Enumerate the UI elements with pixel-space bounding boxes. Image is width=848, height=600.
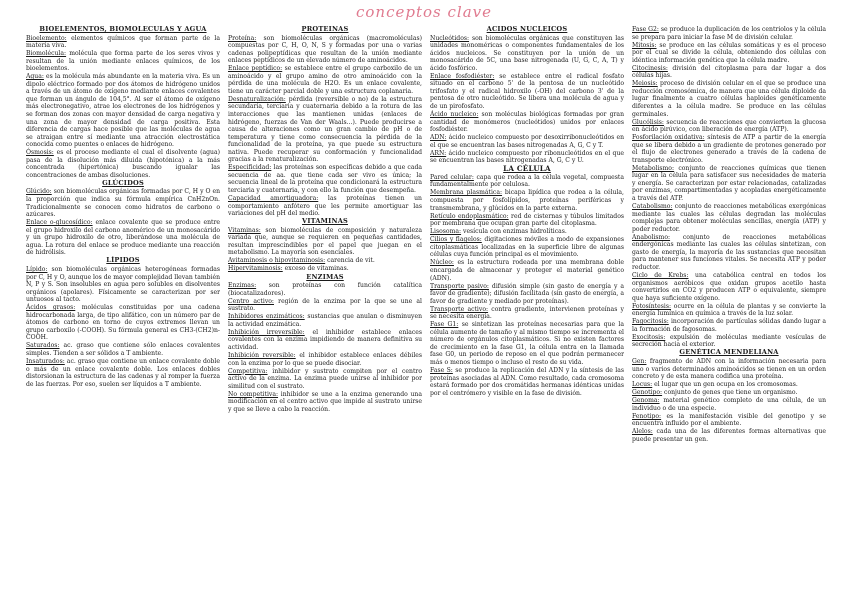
definition-text: las proteínas tienen un comportamiento anfótero que les permite amortiguar las variaciones del pH del medio. xyxy=(228,195,422,218)
definition-term: Nucleótidos: xyxy=(430,34,470,42)
definition-text: exceso de vitaminas. xyxy=(282,265,349,273)
definition-term: Fase G1: xyxy=(430,321,459,329)
definition-term: Biomolécula: xyxy=(26,50,67,58)
definition-text: bicapa lipídica que rodea a la célula, compuesta por fosfolípidos, proteínas periféricas y transmembrana, y glúcidos en la parte externa. xyxy=(430,189,624,212)
definition-paragraph xyxy=(26,342,220,357)
definition-text: síntesis de ATP a partir de la energía que se libera debido a un gradiente de protones generado por el flujo de electrones generado a través de la cadena de transporte electrónico. xyxy=(632,134,826,164)
definition-text: digitaciones móviles a modo de expansiones citoplasmáticas localizadas en la superficie libre de algunas células cuya función principal es el movimiento. xyxy=(430,236,624,259)
definition-term: No competitiva: xyxy=(228,390,279,398)
definition-term: Mitosis: xyxy=(632,41,657,49)
definition-paragraph xyxy=(632,65,826,80)
column-1 xyxy=(26,26,220,596)
definition-term: Transporte activo: xyxy=(430,305,489,313)
definition-text: región de la enzima por la que se une al sustrato. xyxy=(228,297,422,313)
definition-term: Gen: xyxy=(632,358,647,366)
definition-text: una catabólica central en todos los organismos aeróbicos que oxidan grupos acetilo hasta convertirlos en CO2 y producen ATP o equivalente, siempre que haya suficiente oxígeno. xyxy=(632,272,826,302)
definition-text: ácido nucleico compuesto por ribonucleótidos en el que se encuentran las bases nitrogenadas A, G, C y U. xyxy=(430,149,624,165)
section-title: GLÚCIDOS xyxy=(102,178,144,187)
definition-paragraph xyxy=(228,329,422,352)
definition-term: Insaturados: xyxy=(26,358,65,366)
definition-paragraph xyxy=(228,298,422,313)
definition-paragraph xyxy=(26,50,220,73)
definition-term: Fagocitosis: xyxy=(632,318,669,326)
definition-term: Locus: xyxy=(632,381,653,389)
definition-term: Hipervitaminosis: xyxy=(228,265,283,273)
definition-term: Transporte pasivo: xyxy=(430,282,489,290)
definition-paragraph xyxy=(26,35,220,50)
definition-text: el inhibidor establece enlaces covalentes con la enzima impidiendo de manera definitiva su actividad. xyxy=(228,328,422,351)
definition-text: se produce la replicación del ADN y la síntesis de las proteínas asociadas al ADN. Como resultado, cada cromosoma estará formado por dos cromátidas hermanas idénticas unidas por el centrómero y visible en la fase de división. xyxy=(430,367,624,397)
definition-term: Enlace fosfodiéster: xyxy=(430,72,495,80)
column-3 xyxy=(430,26,624,596)
definition-paragraph xyxy=(26,266,220,304)
definition-term: Inhibidores enzimáticos: xyxy=(228,313,305,321)
definition-text: difusión simple (sin gasto de energía y a favor de gradiente); difusión facilitada (sin gasto de energía, a favor de gradiente y mediado por proteínas). xyxy=(430,282,624,305)
definition-text: pérdida (reversible o no) de la estructura secundaria, terciaria y cuaternaria debido a la rotura de las interacciones que las mantienen unidas (enlaces de hidrógeno, fuerzas de Van der Waals...). Puede producirse a causa de alteraciones como un gran cambio de pH o de temperatura y tiene como consecuencia la pérdida de la funcionalidad de la proteína, ya que puede su estructura nativa. Puede recuperar su conformación y funcionalidad gracias a la renaturalización. xyxy=(228,95,422,164)
definition-text: elementos químicos que forman parte de la materia viva. xyxy=(26,34,220,50)
definition-paragraph xyxy=(430,367,624,397)
definition-paragraph xyxy=(228,35,422,65)
definition-text: conjunto de reacciones químicas que tienen lugar en la célula para satisfacer sus necesidades de materia y energía. Se caracterizan por estar relacionadas, catalizadas por enzimas, compartimentadas y acopladas energéticamente a través del ATP. xyxy=(632,164,826,203)
definition-term: Anabolismo: xyxy=(632,233,671,241)
definition-text: división del citoplasma para dar lugar a dos células hijas. xyxy=(632,64,826,80)
definition-term: Inhibición irreversible: xyxy=(228,328,305,336)
definition-term: Proteína: xyxy=(228,34,257,42)
definition-term: Catabolismo: xyxy=(632,203,673,211)
definition-term: Enlace o-glucosídico: xyxy=(26,219,93,227)
definition-term: Citocinesis: xyxy=(632,64,668,72)
definition-paragraph xyxy=(430,321,624,366)
definition-text: inhibidor se une a la enzima generando una modificación en el centro activo que impide al sustrato unirse y que se lleve a cabo la reacción. xyxy=(228,390,422,413)
definition-paragraph xyxy=(632,397,826,412)
definition-term: Lípido: xyxy=(26,265,48,273)
section-title: VITAMINAS xyxy=(302,217,348,226)
definition-text: se establece entre el radical fosfato situado en el carbono 5' de la pentosa de un nucleótido trifosfato y el radical hidroxilo (-OH) del carbono 3' de la pentosa de otro nucleótido. Se libera una molécula de agua y de un pirofosfato. xyxy=(430,72,624,110)
definition-term: Fase S: xyxy=(430,367,453,375)
definition-paragraph xyxy=(632,134,826,164)
definition-term: Ácido nucleico: xyxy=(430,111,479,119)
definition-term: Núcleo: xyxy=(430,259,454,267)
definition-text: es la molécula más abundante en la materia viva. Es un dipolo eléctrico formado por dos átomos de hidrógeno unidos a través de un átomo de oxígeno mediante enlaces covalentes que forman un ángulo de 104,5°. Al ser el átomo de oxígeno más electronegativo, atrae los electrones de los hidrógenos y se forman dos zonas con mayor densidad de carga negativa y una zona de mayor densidad de carga positiva. Esta diferencia de cargas hace posible que las moléculas de agua se atraigan entre sí mediante una atracción electrostática conocida como puentes o enlaces de hidrógeno. xyxy=(26,73,220,149)
definition-paragraph xyxy=(430,259,624,282)
definition-term: Ciclo de Krebs: xyxy=(632,272,689,279)
definition-paragraph xyxy=(632,358,826,381)
definition-term: Bioelemento: xyxy=(26,34,67,42)
definition-paragraph xyxy=(430,174,624,189)
definition-paragraph xyxy=(632,42,826,65)
definition-term: ARN: xyxy=(430,149,447,157)
definition-paragraph xyxy=(430,111,624,134)
definition-text: vesícula con enzimas hidrolíticas. xyxy=(461,228,567,236)
definition-text: las proteínas son específicas debido a que cada secuencia de aa. que tiene cada ser vivo es única; la secuencia lineal de la proteína que condicionará la estructura terciaria y cuaternaria, y con ello la función que desempeña. xyxy=(228,164,422,194)
definition-paragraph xyxy=(228,96,422,164)
definition-paragraph xyxy=(26,149,220,179)
definition-text: secuencia de reacciones que convierten la glucosa en ácido pirúvico, con liberación de energía (ATP). xyxy=(632,118,826,134)
definition-text: se produce en las células somáticas y es el proceso por el cual se divide la célula, obteniendo dos células con idéntica información genética que la célula madre. xyxy=(632,41,826,64)
definition-term: Membrana plasmática: xyxy=(430,189,503,197)
definition-text: conjunto de genes que tiene un organismo. xyxy=(662,389,798,397)
definition-paragraph xyxy=(430,134,624,149)
definition-text: conjunto de reacciones metabólicas endergónicas mediante las cuales las células sintetizan, con gasto de energía, la mayoría de las sustancias que necesitan para mantener sus funciones vitales. Se necesita ATP y poder reductor. xyxy=(632,233,826,271)
definition-term: Ácidos grasos: xyxy=(26,304,76,312)
definition-term: Metabolismo: xyxy=(632,164,675,172)
definition-paragraph xyxy=(26,358,220,388)
definition-text: el inhibidor establece enlaces débiles con la enzima por lo que se puede disociar. xyxy=(228,351,422,367)
definition-text: es la estructura rodeada por una membrana doble encargada de almacenar y proteger el material genético (ADN). xyxy=(430,259,624,282)
definition-paragraph xyxy=(632,165,826,203)
definition-paragraph xyxy=(228,265,422,273)
definition-paragraph xyxy=(632,119,826,134)
definition-text: son biomoléculas orgánicas que constituyen las unidades monoméricas o componentes fundamentales de los ácidos nucleicos. Se constituyen por la unión de un monosacárido de 5C, una base nitrogenada (U, G, C, A, T) y ácido fosfórico. xyxy=(430,34,624,72)
definition-paragraph xyxy=(430,306,624,321)
definition-text: proceso de división celular en el que se produce una reducción cromosómica, de manera que una célula diploide da lugar finalmente a cuatro células haploides genéticamente diferentes a la célula madre. Se produce en las células germinales. xyxy=(632,80,826,118)
definition-term: ADN: xyxy=(430,134,447,142)
definition-paragraph xyxy=(228,368,422,391)
definition-text: son proteínas con función catalítica (biocatalizadores). xyxy=(228,282,422,297)
definition-term: Pared celular: xyxy=(430,173,474,181)
definition-paragraph xyxy=(228,313,422,328)
definition-term: Genotipo: xyxy=(632,389,663,397)
definition-text: cada una de las diferentes formas alternativas que puede presentar un gen. xyxy=(632,428,826,443)
definition-text: ac. graso que contiene un enlace covalente doble o más de un enlace covalente doble. Los enlaces dobles distorsionan la estructura de las cadenas y al romper la fuerza de las fuerzas. Por eso, suelen ser líquidos a T ambiente. xyxy=(26,358,220,388)
definition-term: Glúcido: xyxy=(26,188,52,196)
definition-paragraph xyxy=(430,236,624,259)
definition-paragraph xyxy=(430,189,624,212)
definition-text: son biomoléculas orgánicas (macromoléculas) compuestas por C, H, O, N, S y formadas por una o varias cadenas polipeptídicas que resultan de la unión mediante enlaces peptídicos de un elevado número de aminoácidos. xyxy=(228,34,422,65)
definition-text: es el proceso mediante el cual el disolvente (agua) pasa de la disolución más diluida (hipotónica) a la más concentrada (hipertónica) buscando igualar las concentraciones de ambas disoluciones. xyxy=(26,149,220,179)
document-columns xyxy=(26,26,826,596)
section-title: LÍPIDOS xyxy=(106,256,140,265)
definition-term: Centro activo: xyxy=(228,297,274,305)
definition-text: incorporación de partículas sólidas dando lugar a la formación de fagosomas. xyxy=(632,318,826,333)
definition-paragraph xyxy=(430,73,624,111)
definition-paragraph xyxy=(26,219,220,257)
definition-term: Fosforilación oxidativa: xyxy=(632,134,705,142)
section-title: BIOELEMENTOS, BIOMOLÉCULAS Y AGUA xyxy=(39,26,207,33)
definition-text: ocurre en la célula de plantas y se convierte la energía lumínica en química a través de la luz solar. xyxy=(632,302,826,318)
definition-paragraph xyxy=(632,389,826,397)
definition-paragraph xyxy=(632,428,826,443)
definition-text: el lugar que un gen ocupa en los cromosomas. xyxy=(652,381,798,389)
definition-paragraph xyxy=(632,234,826,272)
definition-paragraph xyxy=(632,203,826,233)
definition-text: molécula que forma parte de los seres vivos y resultan de la unión mediante enlaces químicos, de los bioelementos. xyxy=(26,50,220,73)
page-title: conceptos clave xyxy=(356,3,492,21)
definition-text: expulsión de moléculas mediante vesículas de secreción hacia el exterior. xyxy=(632,333,826,349)
definition-text: se sintetizan las proteínas necesarias para que la célula aumente de tamaño y al mismo tiempo se incrementa el número de orgánulos citoplasmáticos. Si no existen factores de crecimiento en la fase G1, la célula entra en la llamada fase G0, un periodo de reposo en el que podrán permanecer más o menos tiempo o incluso el resto de su vida. xyxy=(430,321,624,367)
definition-term: Fenotipo: xyxy=(632,412,662,420)
definition-paragraph xyxy=(632,334,826,349)
definition-paragraph xyxy=(228,257,422,265)
definition-text: moléculas constituidas por una cadena hidrocarbonada larga, de tipo alifático, con un número par de átomos de carbono en torno de cuyos extremos llevan un grupo carboxilo (-COOH). Su fórmula general es CH3-(CH2)n-COOH. xyxy=(26,304,220,342)
definition-paragraph xyxy=(632,318,826,333)
definition-text: son moléculas biológicas formadas por gran cantidad de monómeros (nucleótidos) unidos por enlaces fosfodiéster. xyxy=(430,111,624,134)
definition-paragraph xyxy=(632,80,826,118)
section-title: ÁCIDOS NUCLEICOS xyxy=(486,26,568,33)
definition-text: inhibidor y sustrato compiten por el centro activo de la enzima. La enzima puede unirse al inhibidor por similitud con el sustrato. xyxy=(228,367,422,390)
definition-term: Alelos: xyxy=(632,428,653,436)
definition-term: Enlace peptídico: xyxy=(228,65,283,73)
definition-paragraph xyxy=(228,195,422,218)
definition-text: contra gradiente, intervienen proteínas y se necesita energía. xyxy=(430,305,624,321)
section-title: PROTEÍNAS xyxy=(301,26,349,33)
definition-text: son biomoléculas de composición y naturaleza variada que, aunque se requieren en pequeñas cantidades, resultan imprescindibles por el papel que juegan en el metabolismo. La mayoría son esenciales. xyxy=(228,226,422,257)
definition-text: se produce la duplicación de los centriolos y la célula se prepara para iniciar la fase M de división celular. xyxy=(632,26,826,41)
definition-text: conjunto de reacciones metabólicas exergónicas mediante las cuales las células degradan las moléculas complejas para obtener moléculas sencillas, energía (ATP) y poder reductor. xyxy=(632,203,826,233)
definition-text: se establece entre el grupo carboxilo de un aminoácido y el grupo amino de otro aminoácido con la pérdida de una molécula de H2O. Es un enlace covalente, tiene un carácter parcial doble y una estructura coplanaria. xyxy=(228,65,422,95)
definition-paragraph xyxy=(228,227,422,257)
definition-term: Retículo endoplasmático: xyxy=(430,212,509,220)
definition-term: Desnaturalización: xyxy=(228,95,286,103)
section-title: GENÉTICA MENDELIANA xyxy=(679,348,779,357)
definition-paragraph xyxy=(430,213,624,228)
definition-term: Enzimas: xyxy=(228,282,257,290)
definition-paragraph xyxy=(430,283,624,306)
definition-term: Saturados: xyxy=(26,342,60,350)
definition-text: material genético completo de una célula, de un individuo o de una especie. xyxy=(632,397,826,412)
definition-paragraph xyxy=(632,303,826,318)
column-2 xyxy=(228,26,422,596)
column-4 xyxy=(632,26,826,596)
definition-term: Genoma: xyxy=(632,397,660,405)
definition-term: Capacidad amortiguadora: xyxy=(228,195,319,203)
definition-term: Cilios y flagelos: xyxy=(430,236,482,244)
definition-term: Meiosis: xyxy=(632,80,658,88)
definition-paragraph xyxy=(228,391,422,414)
definition-text: ácido nucleico compuesto por desoxirribonucleótidos en el que se encuentran las bases nitrogenadas A, G, C y T. xyxy=(430,134,624,149)
section-title: ENZIMAS xyxy=(306,272,344,281)
definition-text: carencia de vit. xyxy=(325,257,375,265)
definition-paragraph xyxy=(228,352,422,367)
section-title: LA CÉLULA xyxy=(503,164,551,174)
definition-text: red de cisternas y túbulos limitados por membrana que ocupan gran parte del citoplasma. xyxy=(430,212,624,228)
definition-paragraph xyxy=(26,73,220,148)
definition-term: Especificidad: xyxy=(228,164,272,172)
definition-text: capa que rodea a la célula vegetal, compuesta fundamentalmente por celulosa. xyxy=(430,173,624,189)
definition-term: Competitiva: xyxy=(228,367,268,375)
definition-paragraph xyxy=(228,65,422,95)
definition-paragraph xyxy=(430,150,624,165)
definition-paragraph xyxy=(430,35,624,73)
definition-text: fragmento de ADN con la información necesaria para uno o varios determinados aminoácidos se tienen en un orden concreto y de esta manera codifica una proteína. xyxy=(632,358,826,381)
definition-term: Fase G2: xyxy=(632,26,659,33)
definition-text: son biomoléculas orgánicas formadas por C, H y O en la proporción que indica su fórmula empírica CnH2nOn. Tradicionalmente se conocen como hidratos de carbono o azúcares. xyxy=(26,188,220,219)
definition-text: es la manifestación visible del genotipo y se encuentra influido por el ambiente. xyxy=(632,412,826,428)
definition-paragraph xyxy=(228,164,422,194)
definition-paragraph xyxy=(228,282,422,297)
definition-term: Ósmosis: xyxy=(26,149,54,157)
definition-term: Glucólisis: xyxy=(632,118,664,126)
definition-paragraph xyxy=(632,272,826,302)
definition-paragraph xyxy=(430,228,624,236)
definition-text: ac. graso que contiene sólo enlaces covalentes simples. Tienden a ser sólidos a T ambiente. xyxy=(26,342,220,357)
definition-text: enlace covalente que se produce entre el grupo hidroxilo del carbono anomérico de un monosacárido y un grupo hidroxilo de otro, liberándose una molécula de agua. La rotura del enlace se produce mediante una reacción de hidrólisis. xyxy=(26,219,220,257)
definition-paragraph xyxy=(632,381,826,389)
definition-term: Vitaminas: xyxy=(228,226,261,234)
definition-paragraph xyxy=(632,26,826,41)
definition-paragraph xyxy=(26,304,220,342)
definition-term: Inhibición reversible: xyxy=(228,351,296,359)
definition-term: Agua: xyxy=(26,73,44,81)
definition-paragraph xyxy=(632,413,826,428)
definition-term: Lisosoma: xyxy=(430,228,462,236)
definition-paragraph xyxy=(26,188,220,218)
definition-term: Avitaminosis o hipovitaminosis: xyxy=(228,257,326,265)
definition-text: son biomoléculas orgánicas heterogéneas formadas por C, H y O, aunque los de mayor complejidad llevan también N, P y S. Son insolubles en agua pero solubles en disolventes orgánicos (apolares). Físicamente se caracterizan por ser untuosos al tacto. xyxy=(26,265,220,304)
definition-term: Exocitosis: xyxy=(632,333,666,341)
definition-text: sustancias que anulan o disminuyen la actividad enzimática. xyxy=(228,313,422,328)
definition-term: Fotosíntesis: xyxy=(632,302,671,310)
